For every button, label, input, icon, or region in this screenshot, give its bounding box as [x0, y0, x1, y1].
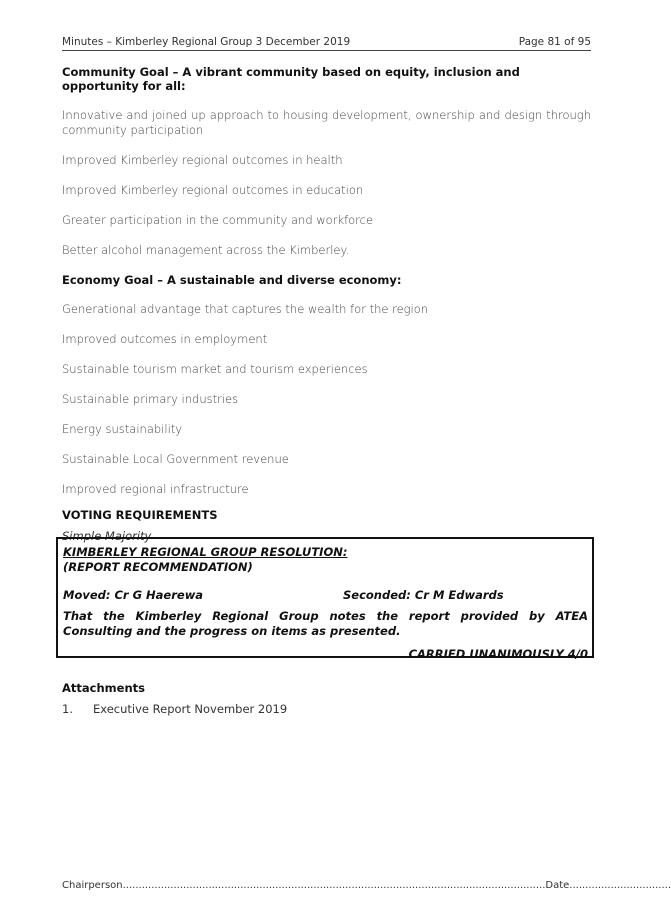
- mover-row: [63, 588, 588, 603]
- page-number: Page 81 of 95: [518, 36, 591, 48]
- attachments-heading: Attachments: [62, 681, 145, 695]
- community-item: Greater participation in the community and workforce: [62, 213, 374, 227]
- economy-goal-heading: Economy Goal – A sustainable and diverse economy:: [62, 273, 402, 287]
- economy-item: Sustainable tourism market and tourism experiences: [62, 362, 368, 376]
- resolution-subtitle: (REPORT RECOMMENDATION): [63, 560, 253, 574]
- page-header: [62, 36, 591, 51]
- attachment-item: [62, 702, 287, 716]
- attachment-number: 1.: [62, 702, 73, 716]
- resolution-result: CARRIED UNANIMOUSLY 4/0: [408, 647, 588, 661]
- signature-footer: Chairperson.....................................................................................................................................Date................................: [62, 880, 671, 891]
- moved-by: Moved: Cr G Haerewa: [63, 588, 204, 602]
- economy-item: Sustainable Local Government revenue: [62, 452, 289, 466]
- page-content: [62, 36, 591, 543]
- voting-requirements-heading: VOTING REQUIREMENTS: [62, 508, 218, 522]
- attachment-label: Executive Report November 2019: [93, 702, 288, 716]
- community-item: Innovative and joined up approach to housing development, ownership and design through community participation: [62, 108, 591, 137]
- community-goal-heading: Community Goal – A vibrant community based on equity, inclusion and opportunity for all:: [62, 65, 520, 93]
- community-item: Better alcohol management across the Kimberley.: [62, 243, 350, 257]
- economy-item: Generational advantage that captures the wealth for the region: [62, 302, 429, 316]
- seconded-by: Seconded: Cr M Edwards: [343, 588, 504, 602]
- economy-item: Energy sustainability: [62, 422, 183, 436]
- resolution-box: [56, 537, 594, 661]
- economy-item: Improved outcomes in employment: [62, 332, 268, 346]
- economy-item: Improved regional infrastructure: [62, 482, 249, 496]
- header-title: Minutes – Kimberley Regional Group 3 December 2019: [62, 36, 351, 48]
- resolution-motion: That the Kimberley Regional Group notes the report provided by ATEA Consulting and the progress on items as presented.: [63, 609, 588, 638]
- community-item: Improved Kimberley regional outcomes in education: [62, 183, 364, 197]
- economy-item: Sustainable primary industries: [62, 392, 239, 406]
- voting-requirements-value: Simple Majority: [62, 529, 152, 543]
- resolution-title: KIMBERLEY REGIONAL GROUP RESOLUTION:: [63, 545, 348, 559]
- community-item: Improved Kimberley regional outcomes in health: [62, 153, 343, 167]
